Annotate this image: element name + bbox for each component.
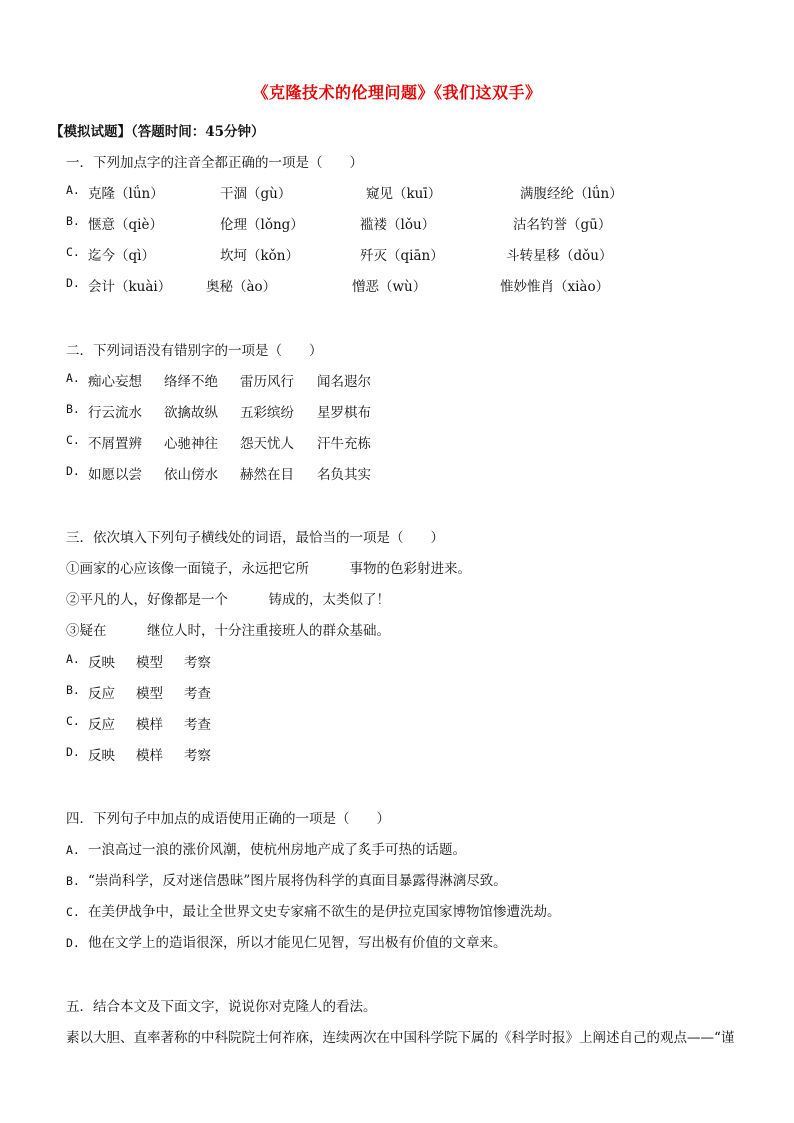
question-4-option-c: [66, 900, 561, 920]
option-item: 考察: [184, 748, 211, 764]
section-header: [50, 120, 265, 140]
section-tag: 【模拟试题】: [50, 124, 131, 140]
question-1-option-a: [66, 182, 766, 202]
option-item: 赫然在目: [240, 467, 294, 483]
option-item: 考查: [184, 686, 211, 702]
question-1-option-d: [66, 275, 766, 295]
option-item: 模型: [136, 686, 163, 702]
option-item: 考查: [184, 717, 211, 733]
option-item: 如愿以尝: [88, 467, 142, 483]
option-item: 迄今（qì）: [88, 248, 155, 264]
option-letter: D.: [66, 276, 80, 290]
option-item: 心驰神往: [164, 436, 218, 452]
option-letter: A.: [66, 371, 80, 385]
option-item: 奥秘（ào）: [206, 279, 277, 295]
option-letter: A.: [66, 843, 80, 857]
question-4-option-d: [66, 931, 507, 951]
option-item: 雷历风行: [240, 374, 294, 390]
option-letter: D.: [66, 464, 80, 478]
option-item: 行云流水: [88, 405, 142, 421]
question-5-stem: 五．结合本文及下面文字，说说你对克隆人的看法。: [66, 999, 377, 1015]
option-item: 沽名钓誉（gū）: [513, 217, 612, 233]
option-item: 不屑置辨: [88, 436, 142, 452]
question-4-stem: 四．下列句子中加点的成语使用正确的一项是（ ）: [66, 811, 390, 827]
question-4-option-b: [66, 869, 507, 889]
option-text: 他在文学上的造诣很深，所以才能见仁见智，写出极有价值的文章来。: [88, 935, 507, 951]
option-item: 考察: [184, 655, 211, 671]
option-item: 络绎不绝: [164, 374, 218, 390]
question-1-stem: 一．下列加点字的注音全都正确的一项是（ ）: [66, 155, 363, 171]
option-item: 模样: [136, 717, 163, 733]
question-3-stem: 三．依次填入下列句子横线处的词语，最恰当的一项是（ ）: [66, 530, 444, 546]
option-text: 一浪高过一浪的涨价风潮，使杭州房地产成了炙手可热的话题。: [88, 842, 466, 858]
option-item: 反映: [88, 655, 115, 671]
option-item: 坎坷（kǒn）: [220, 248, 300, 264]
question-3-sentence-3: ③疑在 继位人时，十分注重接班人的群众基础。: [66, 623, 390, 639]
option-letter: A.: [66, 652, 80, 666]
option-item: 惬意（qiè）: [88, 217, 163, 233]
option-item: 克隆（lǘn）: [88, 186, 164, 202]
question-1-option-b: [66, 213, 766, 233]
option-text: “崇尚科学，反对迷信愚昧”图片展将伪科学的真面目暴露得淋漓尽致。: [88, 873, 507, 889]
option-item: 伦理（lǒng）: [220, 217, 304, 233]
option-letter: D.: [66, 745, 80, 759]
option-item: 窥见（kuī）: [366, 186, 442, 202]
question-2-option-c: [66, 432, 766, 452]
option-letter: B.: [66, 214, 80, 228]
option-item: 反应: [88, 686, 115, 702]
option-letter: B.: [66, 874, 80, 888]
option-letter: A.: [66, 183, 80, 197]
answer-time: （答题时间：45分钟）: [131, 124, 265, 140]
option-item: 怨天忧人: [240, 436, 294, 452]
option-item: 五彩缤纷: [240, 405, 294, 421]
page-title: 《克隆技术的伦理问题》《我们这双手》: [252, 83, 542, 102]
option-letter: C.: [66, 714, 80, 728]
option-item: 反映: [88, 748, 115, 764]
option-letter: B.: [66, 683, 80, 697]
option-letter: D.: [66, 936, 80, 950]
option-item: 欲擒故纵: [164, 405, 218, 421]
option-letter: B.: [66, 402, 80, 416]
question-3-option-c: [66, 713, 466, 733]
option-item: 闻名遐尔: [317, 374, 371, 390]
question-2-option-d: [66, 463, 766, 483]
question-5-passage: 素以大胆、直率著称的中科院院士何祚庥，连续两次在中国科学院下属的《科学时报》上阐述自己的观点——“谨: [66, 1030, 735, 1046]
option-item: 模型: [136, 655, 163, 671]
option-letter: C.: [66, 245, 80, 259]
option-item: 斗转星移（dǒu）: [506, 248, 613, 264]
option-item: 憎恶（wù）: [352, 279, 427, 295]
question-2-stem: 二．下列词语没有错别字的一项是（ ）: [66, 343, 323, 359]
option-item: 惟妙惟肖（xiào）: [500, 279, 610, 295]
option-item: 痴心妄想: [88, 374, 142, 390]
option-item: 星罗棋布: [317, 405, 371, 421]
option-letter: C.: [66, 433, 80, 447]
question-1-option-c: [66, 244, 766, 264]
option-item: 干涸（gù）: [220, 186, 292, 202]
option-item: 汗牛充栋: [317, 436, 371, 452]
question-3-option-b: [66, 682, 466, 702]
question-2-option-b: [66, 401, 766, 421]
option-item: 褴褛（lǒu）: [360, 217, 436, 233]
option-item: 模样: [136, 748, 163, 764]
option-letter: C.: [66, 905, 80, 919]
option-item: 会计（kuài）: [88, 279, 172, 295]
question-4-option-a: [66, 838, 466, 858]
option-item: 歼灭（qiān）: [360, 248, 444, 264]
question-3-sentence-1: ①画家的心应该像一面镜子，永远把它所 事物的色彩射进来。: [66, 561, 471, 577]
question-2-option-a: [66, 370, 766, 390]
option-text: 在美伊战争中，最让全世界文史专家痛不欲生的是伊拉克国家博物馆惨遭洗劫。: [88, 904, 561, 920]
question-3-option-d: [66, 744, 466, 764]
question-3-option-a: [66, 651, 466, 671]
option-item: 反应: [88, 717, 115, 733]
option-item: 依山傍水: [164, 467, 218, 483]
question-3-sentence-2: ②平凡的人，好像都是一个 铸成的，太类似了！: [66, 592, 390, 608]
option-item: 名负其实: [317, 467, 371, 483]
option-item: 满腹经纶（lǘn）: [520, 186, 623, 202]
